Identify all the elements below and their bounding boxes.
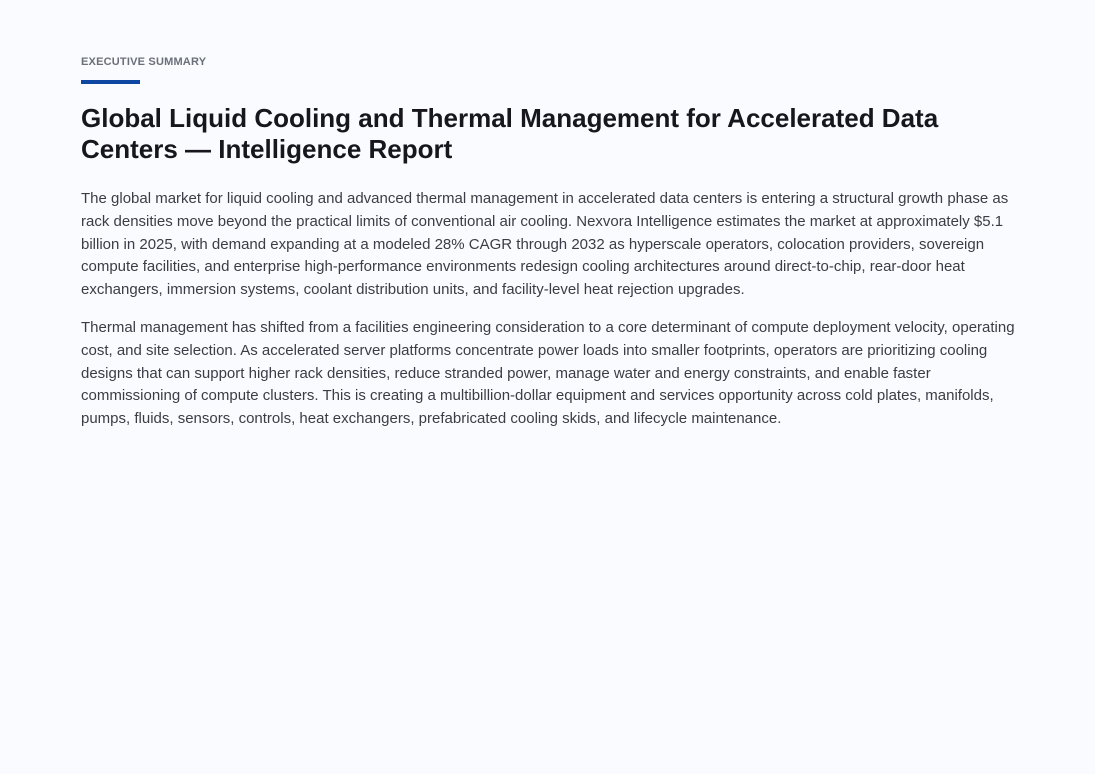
report-title: Global Liquid Cooling and Thermal Management for Accelerated Data Centers — Intelligence Report — [81, 103, 939, 164]
summary-paragraph-1: The global market for liquid cooling and advanced thermal management in accelerated data centers is entering a structural growth phase as rack densities move beyond the practical limits of conventional air cooling. Nexvora Intelligence estimates the market at approximately $5.1 billion in 2025, with demand expanding at a modeled 28% CAGR through 2032 as hyperscale operators, colocation providers, sovereign compute facilities, and enterprise high-performance environments redesign cooling architectures around direct-to-chip, rear-door heat exchangers, immersion systems, coolant distribution units, and facility-level heat rejection upgrades. — [81, 190, 1009, 299]
section-eyebrow: EXECUTIVE SUMMARY — [81, 56, 207, 68]
accent-rule — [81, 80, 140, 84]
summary-paragraph-2: Thermal management has shifted from a facilities engineering consideration to a core determinant of compute deployment velocity, operating cost, and site selection. As accelerated server platforms concentrate power loads into smaller footprints, operators are prioritizing cooling designs that can support higher rack densities, reduce stranded power, manage water and energy constraints, and enable faster commissioning of compute clusters. This is creating a multibillion-dollar equipment and services opportunity across cold plates, manifolds, pumps, fluids, sensors, controls, heat exchangers, prefabricated cooling skids, and lifecycle maintenance. — [81, 318, 1015, 428]
